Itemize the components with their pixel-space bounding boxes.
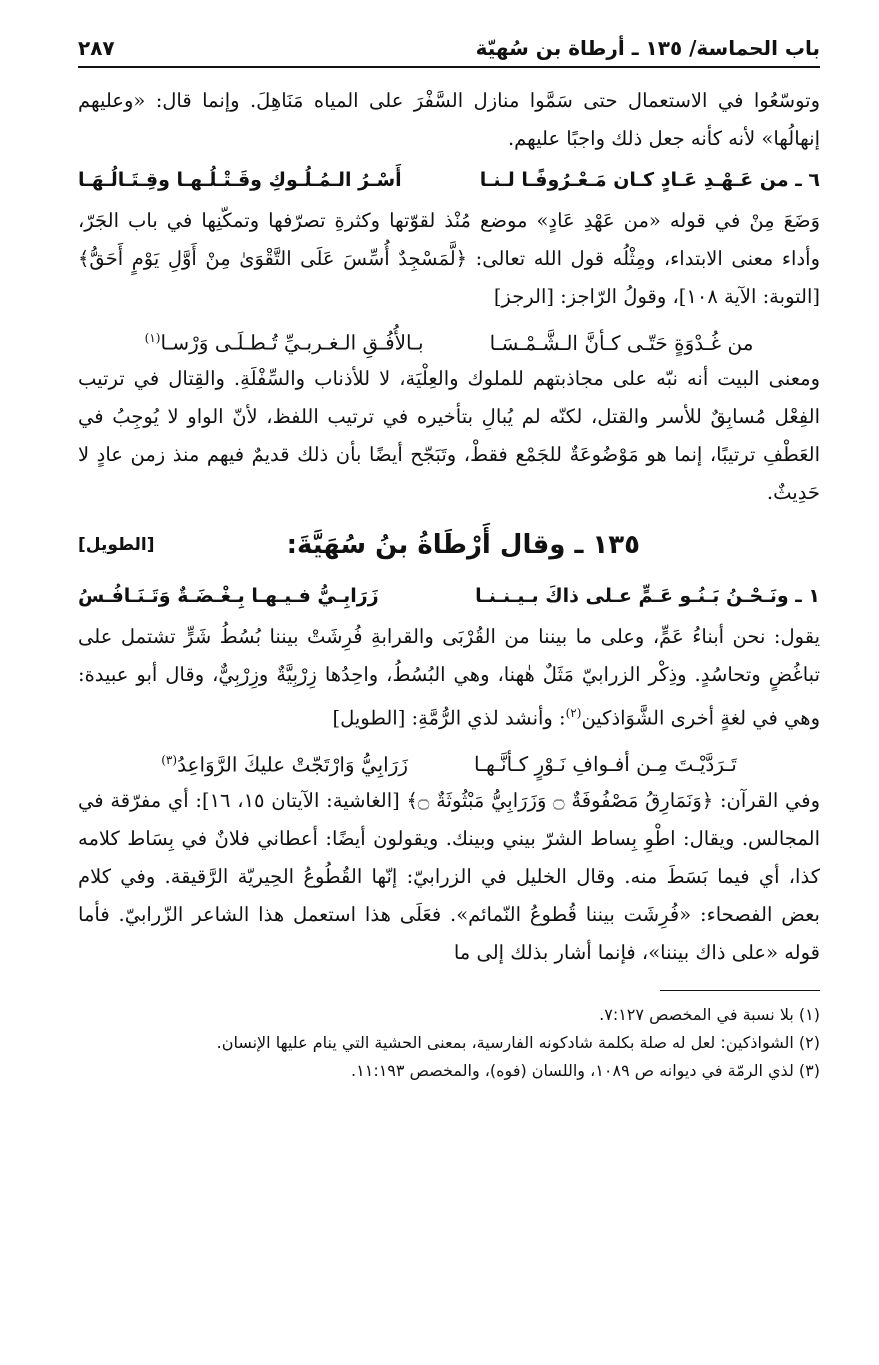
dhurumma-verse (78, 738, 820, 782)
footnote-ref: (٢) (565, 706, 582, 720)
verse-hemistich-left: زَرَابِـيُّ فـيـهـا بِـغْـضَـةٌ وَتَـنَـافُـسُ (78, 585, 379, 607)
poem-verse-1 (78, 574, 820, 618)
footnote-ref: (٣) (161, 752, 178, 767)
meter-label: [الطويل] (78, 535, 155, 555)
verse-text: بـالأُفُـقِ الـغـربـيِّ تُـطـلَـى وَرْسـا (160, 330, 424, 355)
section-heading (78, 520, 820, 570)
paragraph (78, 618, 820, 738)
paragraph-text: يقول: نحن أبناءُ عَمٍّ، وعلى ما بيننا من القُرْبَى والقرابةِ فُرِشَتْ بيننا بُسُطُ شَرٍّ تشتمل على تباغُضٍ وتحاسُدٍ. وذِكْر الزرابيّ مَثَلٌ هٰهنا، وهي البُسُطُ، واحِدُها زِرْبِيَّةٌ وزِرْبِيٌّ، وقال أبو عبيدة: وهي في لغةٍ أخرى الشَّوَاذكين (78, 625, 820, 730)
footnote: (١) بلا نسبة في المخصص ٧:١٢٧. (599, 1004, 820, 1024)
verse-text: زَرَابِيُّ وَارْتَجّتْ عليكَ الرَّوَاعِدُ (177, 752, 409, 777)
running-header (78, 30, 820, 68)
verse-hemistich-left (145, 316, 424, 365)
footnote: (٣) لذي الرمّة في ديوانه ص ١٠٨٩، واللسان (فوه)، والمخصص ١١:١٩٣. (351, 1060, 820, 1080)
page-number: ٢٨٧ (78, 36, 115, 60)
verse-hemistich-left (161, 738, 408, 787)
footnote-separator (660, 990, 820, 991)
paragraph: وفي القرآن: ﴿وَنَمَارِقُ مَصْفُوفَةٌ ۝ وَزَرَابِيُّ مَبْثُوثَةٌ ۝﴾ [الغاشية: الآيتان ١٥، ١٦]: أي مفرّقة في المجالس. ويقال: اطْوِ بِساط الشرّ بيني وبينك. ويقولون أيضًا: أعطاني فلانٌ في بِسَاط كلامه كذا، أي فيما بَسَطَ منه. وقال الخليل في الزرابيّ: إنّها القُطُوعُ الحِيريّة الرَّقيقة. وفي كلام بعض الفصحاء: «فُرِشَت بيننا قُطوعُ النّمائم». فعَلَى هذا استعمل هذا الشاعر الزّرابيّ. فأما قوله «على ذاك بيننا»، فإنما أشار بذلك إلى ما (78, 788, 820, 964)
paragraph: وَضَعَ مِنْ في قوله «من عَهْدِ عَادٍ» موضع مُنْذ لقوّتها وكثرةِ تصرّفها وتمكّنِها في باب الجَرّ، وأداء معنى الابتداء، ومِثْلُه قول الله تعالى: ﴿لَّمَسْجِدٌ أُسِّسَ عَلَى التَّقْوَىٰ مِنْ أَوَّلِ يَوْمٍ أَحَقُّ﴾ [التوبة: الآية ١٠٨]، وقولُ الرّاجز: [الرجز] (78, 209, 820, 308)
footnote-ref: (١) (144, 331, 161, 345)
book-page (78, 30, 820, 1085)
paragraph: وتوسّعُوا في الاستعمال حتى سَمَّوا منازل السَّفْرَ على المياه مَنَاهِلَ. وإنما قال: «وعليهم إنهالُها» لأنه كأنه جعل ذلك واجبًا عليهم. (78, 89, 820, 150)
footnotes (78, 1001, 820, 1085)
verse-hemistich-right: من غُـدْوَةٍ حَتّـى كـأنَّ الـشَّـمْـسَـا (489, 330, 754, 355)
footnote: (٢) الشواذكين: لعل له صلة بكلمة شادكونه الفارسية، بمعنى الحشية التي ينام عليها الإنسان. (216, 1032, 820, 1052)
rajaz-verse (78, 316, 820, 360)
section-title: ١٣٥ ـ وقال أَرْطَاةُ بنُ سُهَيَّةَ: (286, 530, 640, 560)
verse-hemistich-left: أَسْـرُ الـمُـلُـوكِ وقَـتْـلُـهـا وقِـتَـالُـهَـا (78, 169, 402, 191)
verse-hemistich-right: تَـرَدَّيْـتَ مِـن أفـوافِ نَـوْرٍ كـأنَّـهـا (474, 752, 737, 777)
poem-verse-6 (78, 158, 820, 202)
paragraph-text: : وأنشد لذي الرُّمَّةِ: [الطويل] (332, 706, 566, 730)
verse-hemistich-right: ١ ـ ونَـحْـنُ بَـنُـو عَـمٍّ عـلى ذاكَ بـيـنـنـا (475, 585, 820, 607)
main-text (78, 82, 820, 972)
running-title: باب الحماسة/ ١٣٥ ـ أرطاة بن سُهيّة (475, 36, 820, 60)
paragraph: ومعنى البيت أنه نبّه على مجاذبتهم للملوك والعِلْيَة، لا للأذناب والسِّفْلَةِ. والقِتال في ترتيب الفِعْل مُسابِقٌ للأسر والقتل، لكنّه لم يُبالِ بتأخيره في ترتيب اللفظ، لأنّ الواو لا يُوجِبُ في العَطْفِ ترتيبًا، إنما هو مَوْضُوعَةٌ للجَمْع فقطْ، وتَبَجّح أيضًا بأن ذلك قديمٌ فيهم منذ زمن عادٍ لا حَدِيثٌ. (78, 367, 820, 504)
verse-hemistich-right: ٦ ـ من عَـهْـدِ عَـادٍ كـان مَـعْـرُوفًـا لـنـا (479, 169, 820, 191)
